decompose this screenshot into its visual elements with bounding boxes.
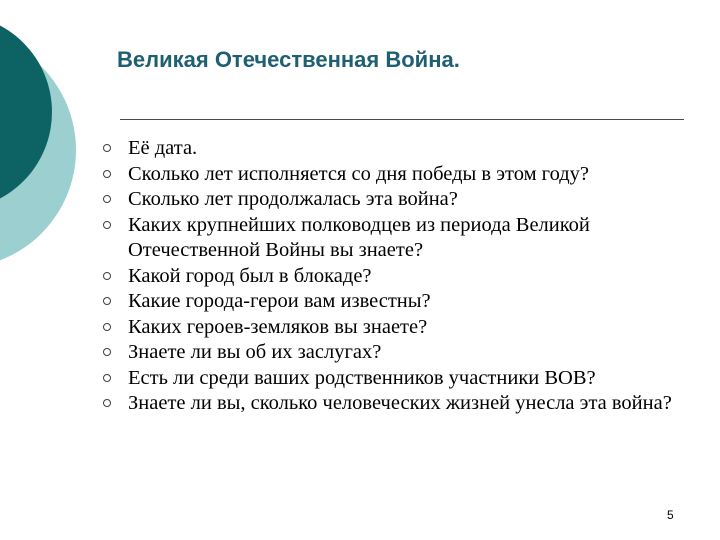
list-item-text: Каких героев-земляков вы знаете? — [128, 315, 428, 338]
circle-bullet-icon — [103, 272, 111, 280]
list-item-text: Какой город был в блокаде? — [128, 264, 372, 287]
circle-bullet-icon — [103, 374, 111, 382]
list-item — [0, 340, 688, 366]
question-list — [0, 136, 720, 417]
list-item — [0, 315, 688, 341]
circle-bullet-icon — [103, 323, 111, 331]
circle-bullet-icon — [103, 195, 111, 203]
circle-bullet-icon — [103, 170, 111, 178]
list-item — [0, 162, 688, 188]
list-item — [0, 366, 688, 392]
circle-bullet-icon — [103, 399, 111, 407]
list-item-text: Сколько лет продолжалась эта война? — [128, 188, 458, 210]
list-item-text: Знаете ли вы об их заслугах? — [128, 341, 382, 363]
list-item-text: Её дата. — [128, 137, 198, 159]
slide-title: Великая Отечественная Война. — [117, 47, 460, 72]
list-item — [0, 213, 688, 264]
title-divider — [120, 119, 684, 120]
list-item — [0, 187, 688, 213]
list-item-text: Сколько лет исполняется со дня победы в этом году? — [128, 162, 590, 185]
list-item — [0, 391, 688, 417]
list-item-text: Какие города-герои вам известны? — [128, 290, 431, 312]
circle-bullet-icon — [103, 297, 111, 305]
list-item — [0, 289, 688, 315]
circle-bullet-icon — [103, 221, 111, 229]
list-item-text: Есть ли среди ваших родственников участники ВОВ? — [128, 366, 596, 389]
list-item-text: Каких крупнейших полководцев из периода Великой Отечественной Войны вы знаете? — [128, 213, 590, 261]
page-number: 5 — [667, 508, 674, 522]
circle-bullet-icon — [103, 144, 111, 152]
list-item-text: Знаете ли вы, сколько человеческих жизней унесла эта война? — [128, 392, 672, 414]
list-item — [0, 136, 688, 162]
circle-bullet-icon — [103, 348, 111, 356]
list-item — [0, 264, 688, 290]
